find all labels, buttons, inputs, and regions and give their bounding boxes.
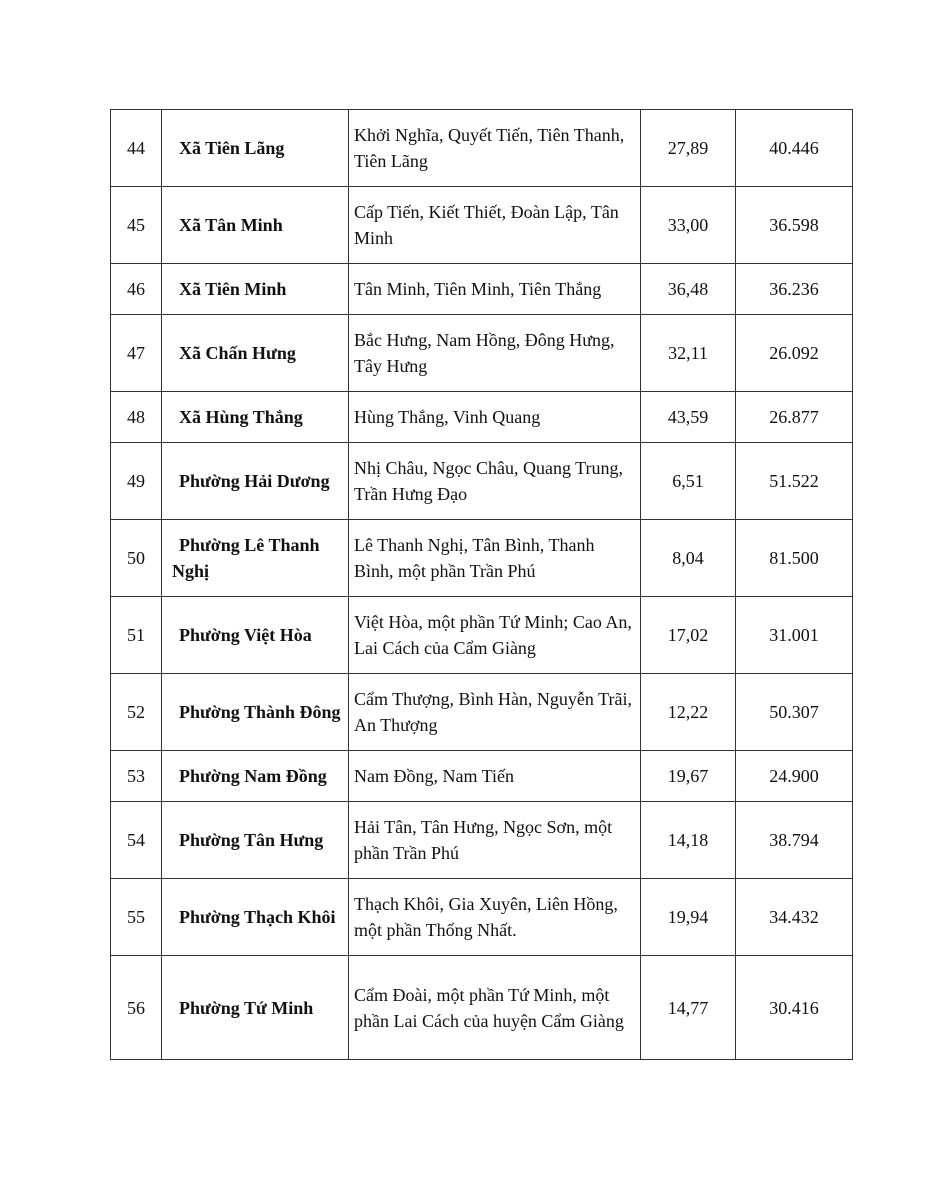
area-km2: 43,59 (641, 392, 736, 443)
row-number: 55 (111, 879, 162, 956)
table-row (111, 264, 853, 315)
area-km2: 33,00 (641, 187, 736, 264)
table-row (111, 110, 853, 187)
population: 26.877 (736, 392, 853, 443)
population: 50.307 (736, 674, 853, 751)
table-row (111, 674, 853, 751)
table-row (111, 392, 853, 443)
merged-units: Nhị Châu, Ngọc Châu, Quang Trung, Trần Hưng Đạo (349, 443, 641, 520)
row-number: 51 (111, 597, 162, 674)
merged-units: Lê Thanh Nghị, Tân Bình, Thanh Bình, một phần Trần Phú (349, 520, 641, 597)
population: 31.001 (736, 597, 853, 674)
area-km2: 19,94 (641, 879, 736, 956)
unit-name: Xã Chấn Hưng (179, 343, 296, 363)
row-number: 52 (111, 674, 162, 751)
population: 81.500 (736, 520, 853, 597)
merged-units: Hùng Thắng, Vinh Quang (349, 392, 641, 443)
area-km2: 14,77 (641, 956, 736, 1060)
row-number: 44 (111, 110, 162, 187)
unit-name: Phường Thạch Khôi (179, 907, 336, 927)
area-km2: 27,89 (641, 110, 736, 187)
area-km2: 19,67 (641, 751, 736, 802)
unit-name: Xã Tiên Minh (179, 279, 287, 299)
population: 34.432 (736, 879, 853, 956)
area-km2: 32,11 (641, 315, 736, 392)
population: 26.092 (736, 315, 853, 392)
row-number: 53 (111, 751, 162, 802)
row-number: 54 (111, 802, 162, 879)
merged-units: Thạch Khôi, Gia Xuyên, Liên Hồng, một phần Thống Nhất. (349, 879, 641, 956)
row-number: 47 (111, 315, 162, 392)
unit-name: Phường Việt Hòa (179, 625, 312, 645)
merged-units: Bắc Hưng, Nam Hồng, Đông Hưng, Tây Hưng (349, 315, 641, 392)
population: 51.522 (736, 443, 853, 520)
population: 40.446 (736, 110, 853, 187)
table-row (111, 956, 853, 1060)
unit-name: Phường Lê Thanh Nghị (172, 535, 320, 581)
merged-units: Cấp Tiến, Kiết Thiết, Đoàn Lập, Tân Minh (349, 187, 641, 264)
unit-name: Xã Tân Minh (179, 215, 283, 235)
population: 36.236 (736, 264, 853, 315)
table-row (111, 751, 853, 802)
merged-units: Việt Hòa, một phần Tứ Minh; Cao An, Lai Cách của Cẩm Giàng (349, 597, 641, 674)
row-number: 48 (111, 392, 162, 443)
unit-name: Phường Tân Hưng (179, 830, 324, 850)
row-number: 56 (111, 956, 162, 1060)
merged-units: Khởi Nghĩa, Quyết Tiến, Tiên Thanh, Tiên Lãng (349, 110, 641, 187)
area-km2: 36,48 (641, 264, 736, 315)
table-row (111, 443, 853, 520)
unit-name: Phường Tứ Minh (179, 997, 314, 1018)
area-km2: 14,18 (641, 802, 736, 879)
area-km2: 6,51 (641, 443, 736, 520)
population: 24.900 (736, 751, 853, 802)
table-row (111, 187, 853, 264)
merged-units: Hải Tân, Tân Hưng, Ngọc Sơn, một phần Trần Phú (349, 802, 641, 879)
administrative-units-table (110, 109, 853, 1060)
unit-name: Phường Hải Dương (179, 471, 330, 491)
row-number: 46 (111, 264, 162, 315)
area-km2: 8,04 (641, 520, 736, 597)
table-row (111, 315, 853, 392)
merged-units: Tân Minh, Tiên Minh, Tiên Thắng (349, 264, 641, 315)
table-row (111, 520, 853, 597)
area-km2: 17,02 (641, 597, 736, 674)
table-row (111, 597, 853, 674)
unit-name: Phường Thành Đông (179, 702, 341, 722)
area-km2: 12,22 (641, 674, 736, 751)
population: 38.794 (736, 802, 853, 879)
merged-units: Cẩm Đoài, một phần Tứ Minh, một phần Lai Cách của huyện Cẩm Giàng (349, 956, 641, 1060)
row-number: 45 (111, 187, 162, 264)
unit-name: Xã Hùng Thắng (179, 407, 303, 427)
population: 36.598 (736, 187, 853, 264)
table-row (111, 879, 853, 956)
row-number: 49 (111, 443, 162, 520)
unit-name: Xã Tiên Lãng (179, 138, 285, 158)
unit-name: Phường Nam Đồng (179, 766, 327, 786)
table-row (111, 802, 853, 879)
population: 30.416 (736, 956, 853, 1060)
merged-units: Nam Đồng, Nam Tiến (349, 751, 641, 802)
row-number: 50 (111, 520, 162, 597)
merged-units: Cẩm Thượng, Bình Hàn, Nguyễn Trãi, An Thượng (349, 674, 641, 751)
